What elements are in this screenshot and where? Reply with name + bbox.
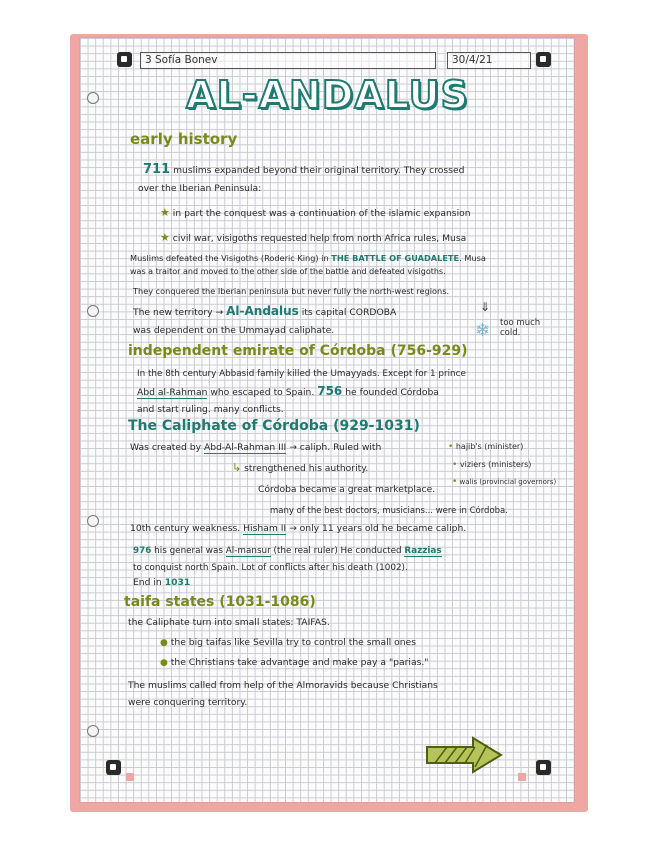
al-andalus-term: Al-Andalus (226, 304, 299, 318)
text-span: 10th century weakness. (130, 523, 241, 534)
text-span: he founded Córdoba (345, 387, 439, 398)
text-line: was dependent on the Ummayad caliphate. (133, 325, 335, 336)
general-name: Al-mansur (225, 546, 271, 556)
text-line (130, 523, 466, 535)
text-line (143, 164, 464, 177)
text-span: Was created by (130, 442, 202, 453)
side-list-item (452, 460, 531, 470)
text-line: and start ruling. many conflicts. (137, 404, 284, 415)
text-line: In the 8th century Abbasid family killed the Umayyads. Except for 1 prince (137, 369, 466, 379)
text-line (130, 442, 381, 454)
text-line: Córdoba became a great marketplace. (258, 484, 436, 495)
bullet-item (160, 232, 466, 245)
ruler-name: Abd al-Rahman (137, 387, 208, 398)
razzias-term: Razzias (404, 546, 442, 556)
text-span: Muslims defeated the Visigoths (Roderic King) in (130, 253, 329, 263)
text-line (232, 462, 368, 475)
text-line (137, 385, 439, 399)
section-heading-caliphate: The Caliphate of Córdoba (929-1031) (128, 418, 420, 434)
year-1031: 1031 (164, 577, 191, 588)
text-span: who escaped to Spain. (210, 387, 315, 398)
corner-marker-icon (536, 52, 551, 67)
student-name-field: 3 Sofía Bonev (140, 52, 436, 69)
text-line: was a traitor and moved to the other side of the battle and defeated visigoths. (130, 267, 446, 276)
binder-hole-icon (87, 305, 99, 317)
text-span: . Musa (459, 253, 486, 263)
text-span: → caliph. Ruled with (289, 442, 382, 453)
text-span: End in (133, 577, 162, 588)
star-bullet-icon: ★ (160, 206, 170, 219)
corner-marker-icon (536, 760, 551, 775)
hook-arrow-icon: ↳ (232, 461, 242, 474)
text-span: strengthened his authority. (244, 463, 369, 474)
side-list-item (448, 442, 523, 452)
ruler-name: Abd-Al-Rahman III (203, 442, 287, 453)
binder-hole-icon (87, 515, 99, 527)
bullet-text: in part the conquest was a continuation of the islamic expansion (172, 208, 471, 219)
dot-bullet-icon: • (452, 460, 458, 470)
text-span: muslims expanded beyond their original territory. They crossed (173, 165, 465, 176)
text-line (133, 545, 442, 557)
text-line: over the Iberian Peninsula: (138, 183, 262, 194)
page-title: AL-ANDALUS (186, 73, 469, 117)
star-bullet-icon: ★ (160, 231, 170, 244)
down-arrow-icon: ⇓ (480, 300, 491, 314)
bullet-item (160, 637, 416, 649)
side-text: viziers (ministers) (459, 460, 532, 469)
text-span: its capital CORDOBA (301, 307, 397, 318)
corner-marker-icon (117, 52, 132, 67)
text-line (133, 305, 396, 319)
section-heading-taifa: taifa states (1031-1086) (124, 594, 316, 610)
ruler-name: Hisham II (243, 523, 287, 534)
text-line: were conquering territory. (128, 697, 248, 708)
bullet-item (160, 657, 429, 669)
dot-bullet-icon: • (448, 442, 454, 452)
text-span: his general was (154, 546, 223, 556)
arrow-icon (425, 735, 505, 775)
corner-marker-icon (106, 760, 121, 775)
text-line: The muslims called from help of the Almoravids because Christians (128, 680, 438, 691)
pink-marker (518, 773, 526, 781)
text-line: They conquered the Iberian peninsula but never fully the north-west regions. (133, 286, 450, 296)
pink-marker (126, 773, 134, 781)
bullet-item (160, 207, 471, 220)
text-line (130, 252, 486, 264)
bullet-text: civil war, visigoths requested help from north Africa rules, Musa (172, 233, 467, 244)
side-text: hajib's (minister) (455, 442, 524, 451)
side-list-item (452, 477, 556, 487)
text-span: The new territory → (133, 307, 224, 318)
binder-hole-icon (87, 725, 99, 737)
section-heading-emirate: independent emirate of Córdoba (756-929) (128, 343, 468, 359)
battle-name: THE BATTLE OF GUADALETE (331, 253, 460, 263)
dot-bullet-icon: • (452, 477, 458, 487)
section-heading-early-history: early history (130, 130, 238, 148)
text-line: to conquist north Spain. Lot of conflicts after his death (1002). (133, 563, 408, 573)
dot-bullet-icon: ● (160, 638, 168, 648)
year-976: 976 (133, 546, 152, 556)
dot-bullet-icon: ● (160, 658, 168, 668)
snowflake-icon: ❄ (475, 320, 491, 341)
year-756: 756 (317, 384, 343, 398)
text-span: (the real ruler) He conducted (273, 546, 402, 556)
date-field: 30/4/21 (447, 52, 531, 69)
side-note: too much cold. (500, 318, 541, 338)
side-text: walis (provincial governors) (459, 478, 557, 486)
bullet-text: the big taifas like Sevilla try to control the small ones (170, 637, 416, 648)
year-711: 711 (143, 162, 171, 177)
bullet-text: the Christians take advantage and make pay a "parias." (170, 657, 429, 668)
text-line: the Caliphate turn into small states: TAIFAS. (128, 617, 330, 628)
text-span: → only 11 years old he became caliph. (289, 523, 467, 534)
text-line (133, 577, 190, 589)
text-line: many of the best doctors, musicians... were in Córdoba. (270, 506, 508, 516)
